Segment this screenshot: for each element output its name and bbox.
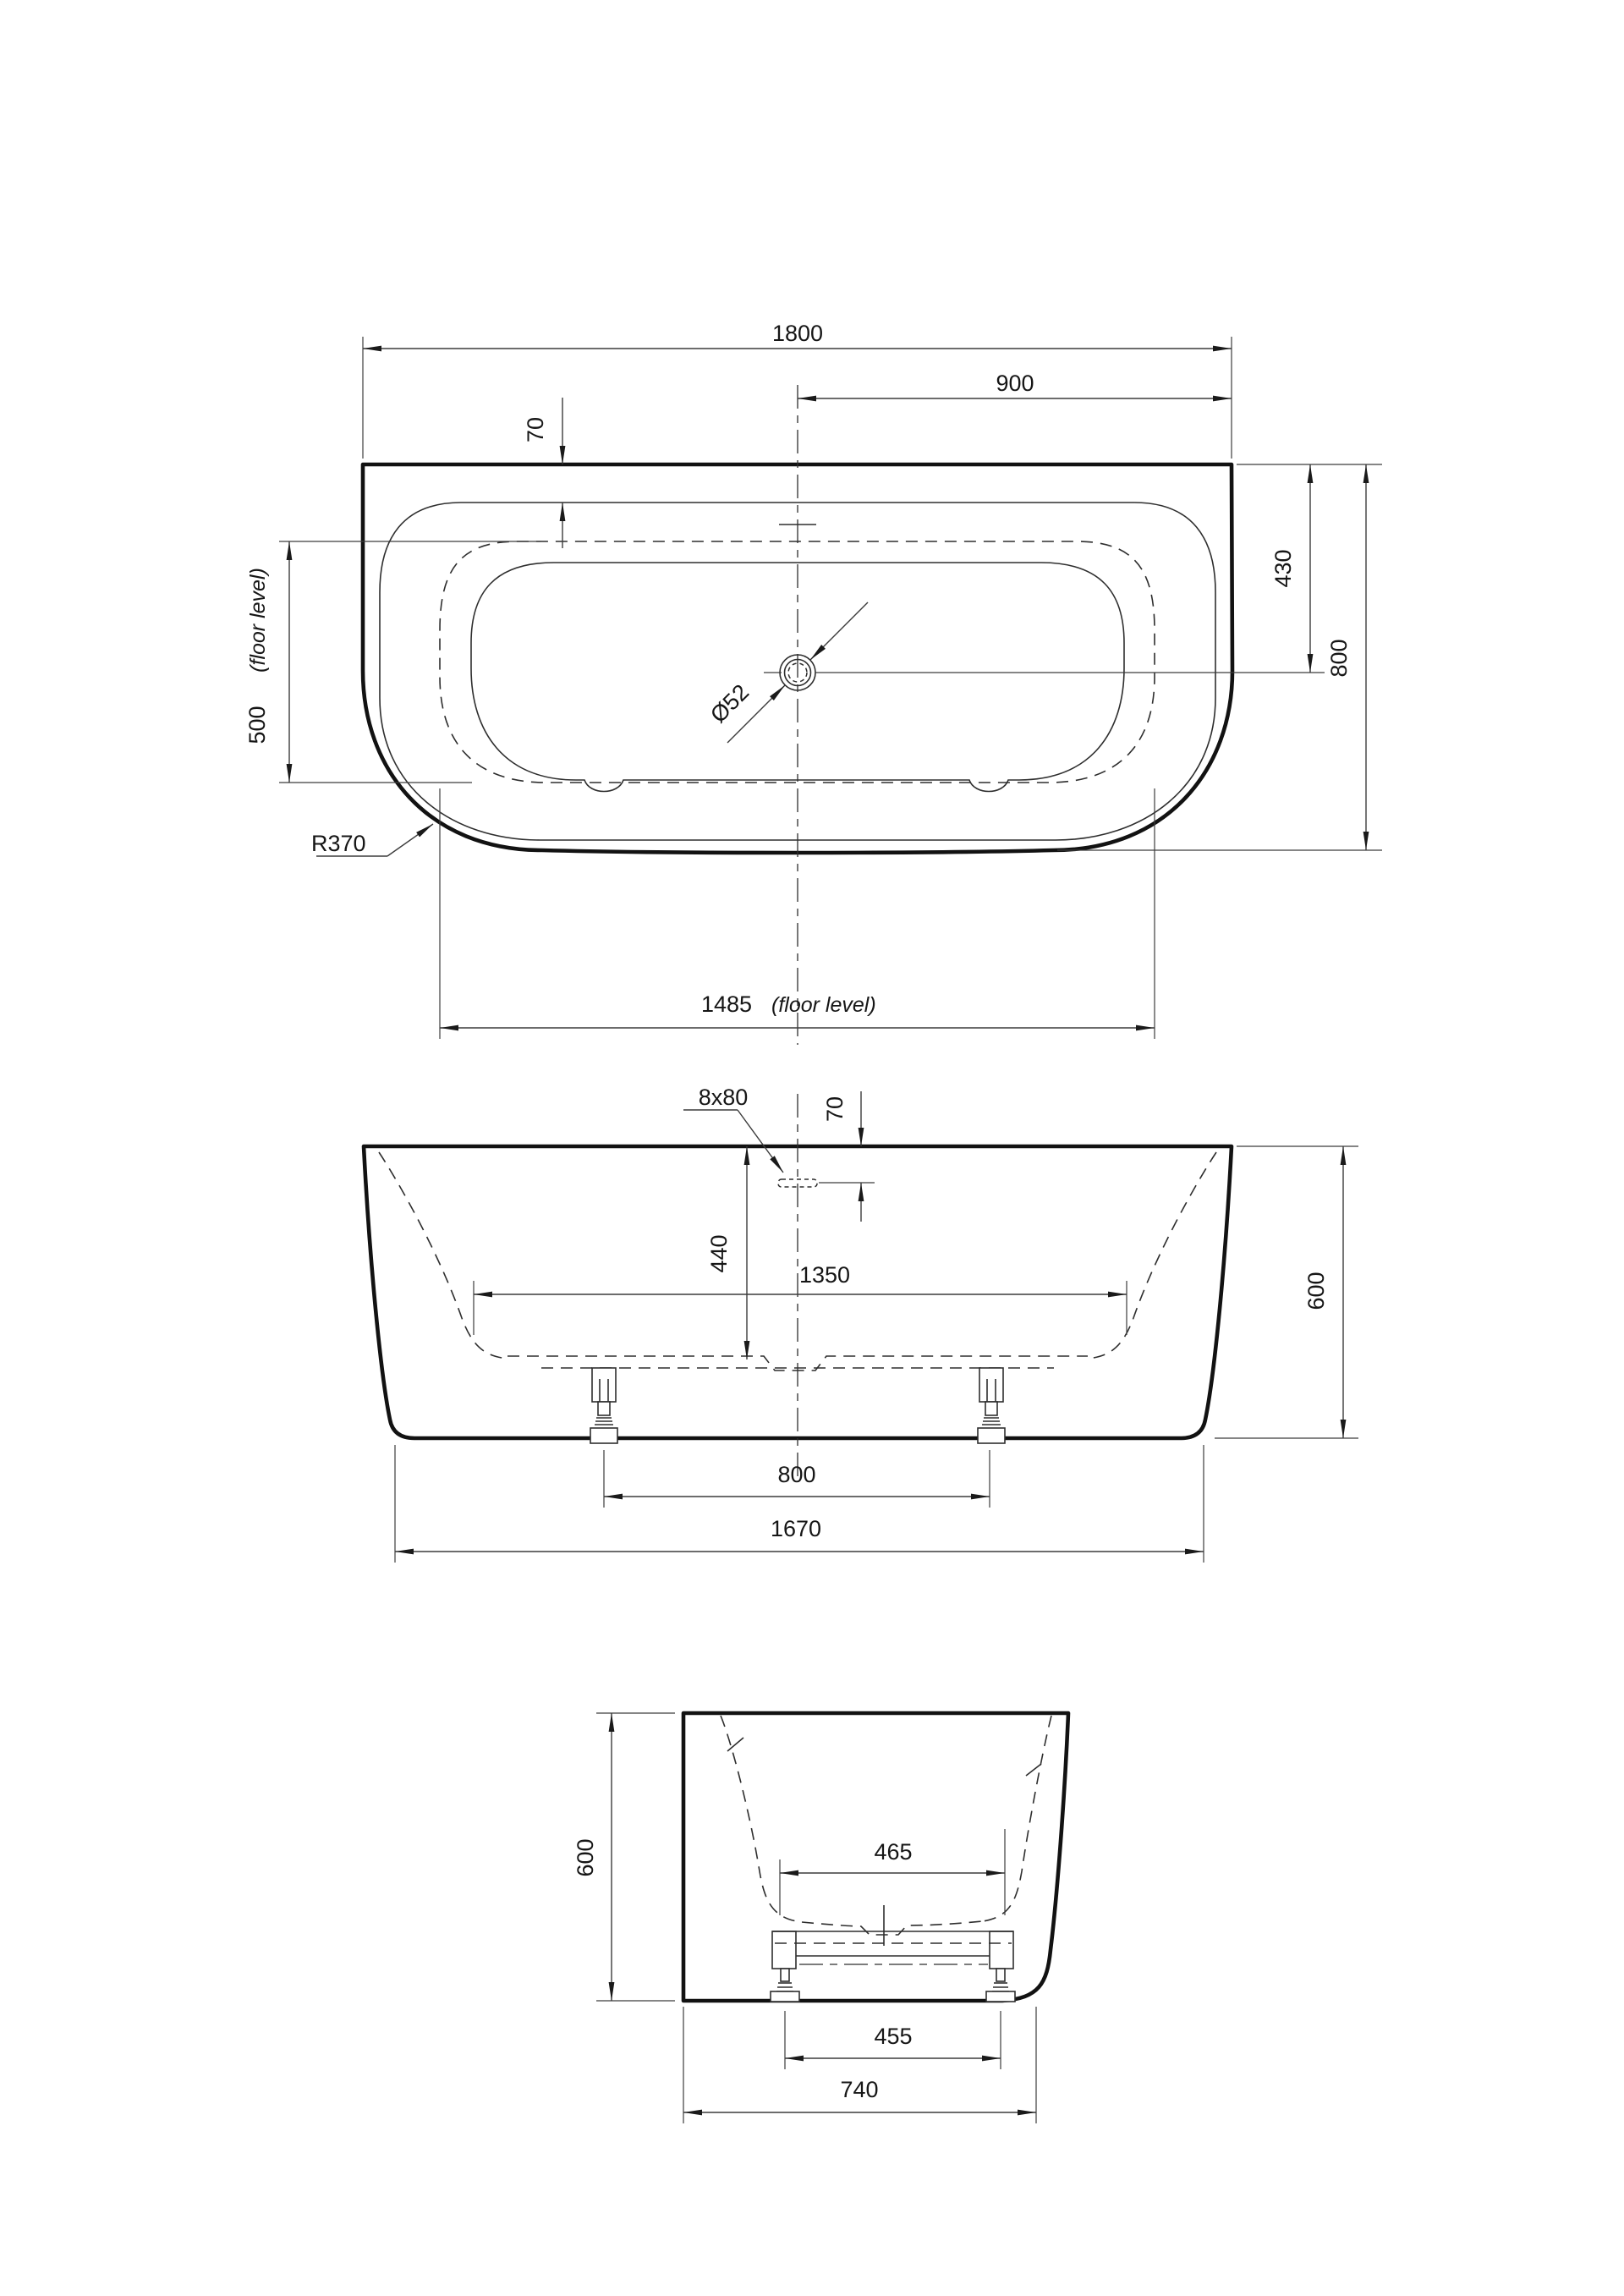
overflow-slot-value: 8x80 bbox=[698, 1085, 749, 1110]
dim-back-rim-offset bbox=[523, 398, 562, 548]
dim-interior-depth bbox=[706, 1146, 747, 1359]
side-view-bowl-bottom bbox=[802, 1921, 983, 1935]
dim-floor-length-value: 1485 bbox=[701, 991, 753, 1017]
dim-side-height-value: 600 bbox=[573, 1838, 598, 1877]
dim-overall-depth bbox=[1326, 464, 1366, 850]
dim-bottom-interior-length bbox=[474, 1262, 1127, 1335]
dim-center-to-right bbox=[798, 371, 1232, 398]
side-view bbox=[573, 1713, 1068, 2123]
dim-base-length-value: 1670 bbox=[770, 1516, 822, 1541]
side-view-bowl-right bbox=[983, 1716, 1051, 1921]
dim-bottom-interior-length-value: 1350 bbox=[798, 1262, 851, 1288]
dim-overall-length-value: 1800 bbox=[771, 321, 824, 346]
dim-overall-depth-value: 800 bbox=[1326, 639, 1352, 678]
dim-floor-length-note: (floor level) bbox=[771, 993, 876, 1017]
dim-feet-spacing-front bbox=[604, 1450, 990, 1508]
dim-side-height bbox=[573, 1713, 675, 2001]
dim-feet-spacing-front-value: 800 bbox=[777, 1462, 816, 1487]
front-view-bowl-right bbox=[1086, 1152, 1216, 1359]
dim-back-rim-offset-value: 70 bbox=[523, 416, 548, 443]
dim-front-height bbox=[1215, 1146, 1358, 1438]
drain bbox=[764, 655, 815, 690]
top-view bbox=[244, 321, 1382, 1045]
support-frame bbox=[772, 1931, 1013, 1969]
front-view-bowl-left bbox=[379, 1152, 509, 1359]
dim-feet-spacing-side bbox=[785, 2011, 1001, 2069]
dim-floor-depth-value: 500 bbox=[244, 706, 270, 744]
dim-interior-width-value: 465 bbox=[874, 1839, 913, 1865]
dim-interior-width bbox=[780, 1829, 1005, 1915]
dim-floor-depth-note: (floor level) bbox=[246, 568, 270, 673]
dim-front-height-value: 600 bbox=[1303, 1272, 1329, 1310]
overflow-slot-callout bbox=[683, 1085, 783, 1173]
drain-diameter-value: Ø52 bbox=[705, 678, 754, 728]
dim-top-to-drain-value: 430 bbox=[1270, 549, 1296, 588]
corner-radius-value: R370 bbox=[311, 831, 366, 856]
dim-feet-spacing-side-value: 455 bbox=[874, 2024, 913, 2049]
front-view bbox=[364, 1085, 1358, 1563]
dim-overflow-offset-value: 70 bbox=[822, 1096, 848, 1123]
front-foot-left bbox=[590, 1368, 617, 1443]
side-foot-right bbox=[986, 1969, 1015, 2002]
front-foot-right bbox=[978, 1368, 1005, 1443]
dim-overflow-offset bbox=[822, 1091, 861, 1222]
dim-side-overall-width-value: 740 bbox=[840, 2077, 879, 2102]
dim-center-to-right-value: 900 bbox=[996, 371, 1034, 396]
dim-top-to-drain bbox=[1270, 464, 1310, 673]
corner-radius-callout bbox=[311, 824, 433, 856]
dim-interior-depth-value: 440 bbox=[706, 1234, 732, 1273]
side-foot-left bbox=[771, 1969, 799, 2002]
dim-side-overall-width bbox=[683, 2007, 1036, 2123]
